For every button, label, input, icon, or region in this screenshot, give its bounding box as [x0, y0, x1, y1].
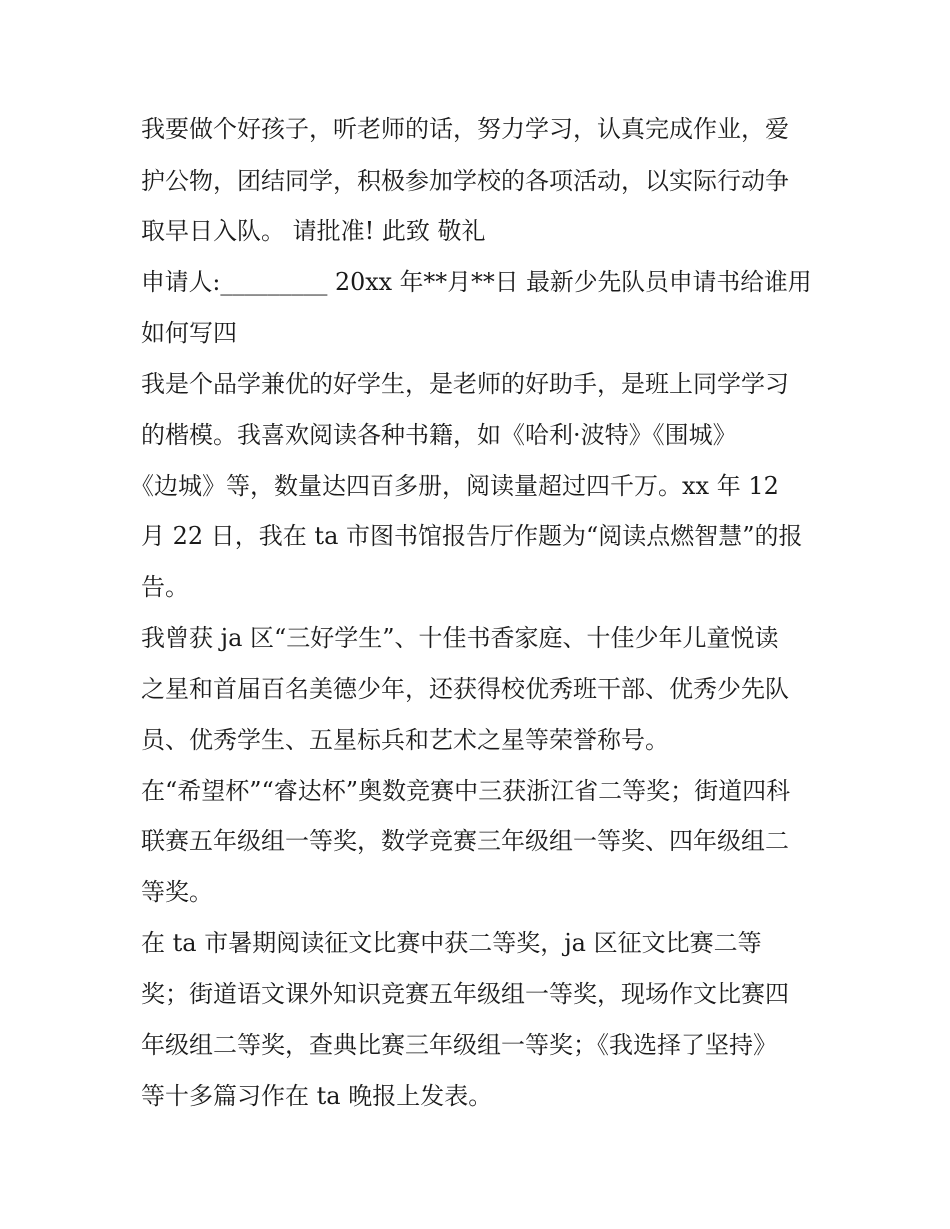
text-line: 等奖。: [141, 878, 213, 906]
text-line: 员、优秀学生、五星标兵和艺术之星等荣誉称号。: [141, 726, 669, 754]
text-line: 联赛五年级组一等奖，数学竞赛三年级组一等奖、四年级组二: [141, 827, 789, 855]
text-line: 年级组二等奖，查典比赛三年级组一等奖；《我选择了坚持》: [141, 1031, 777, 1059]
text-line: 在 ta 市暑期阅读征文比赛中获二等奖，ja 区征文比赛二等: [141, 929, 762, 957]
text-line: 申请人:_________ 20xx 年**月**日 最新少先队员申请书给谁用: [141, 268, 812, 296]
text-line: 《边城》等，数量达四百多册，阅读量超过四千万。xx 年 12: [130, 472, 779, 500]
text-line: 我要做个好孩子，听老师的话，努力学习，认真完成作业，爱: [141, 115, 789, 143]
text-line: 取早日入队。 请批准! 此致 敬礼: [141, 217, 486, 245]
text-line: 我是个品学兼优的好学生，是老师的好助手，是班上同学学习: [141, 370, 789, 398]
text-line: 奖；街道语文课外知识竞赛五年级组一等奖，现场作文比赛四: [141, 980, 789, 1008]
text-line: 等十多篇习作在 ta 晚报上发表。: [141, 1082, 493, 1110]
text-line: 之星和首届百名美德少年，还获得校优秀班干部、优秀少先队: [141, 675, 789, 703]
text-line: 如何写四: [141, 319, 237, 347]
text-line: 在“希望杯”“睿达杯”奥数竞赛中三获浙江省二等奖；街道四科: [141, 777, 791, 805]
text-line: 的楷模。我喜欢阅读各种书籍，如《哈利·波特》《围城》: [141, 421, 737, 449]
text-line: 告。: [141, 573, 189, 601]
text-line: 我曾获 ja 区“三好学生”、十佳书香家庭、十佳少年儿童悦读: [141, 624, 779, 652]
text-line: 护公物，团结同学，积极参加学校的各项活动，以实际行动争: [141, 167, 789, 195]
text-line: 月 22 日，我在 ta 市图书馆报告厅作题为“阅读点燃智慧”的报: [141, 522, 803, 550]
